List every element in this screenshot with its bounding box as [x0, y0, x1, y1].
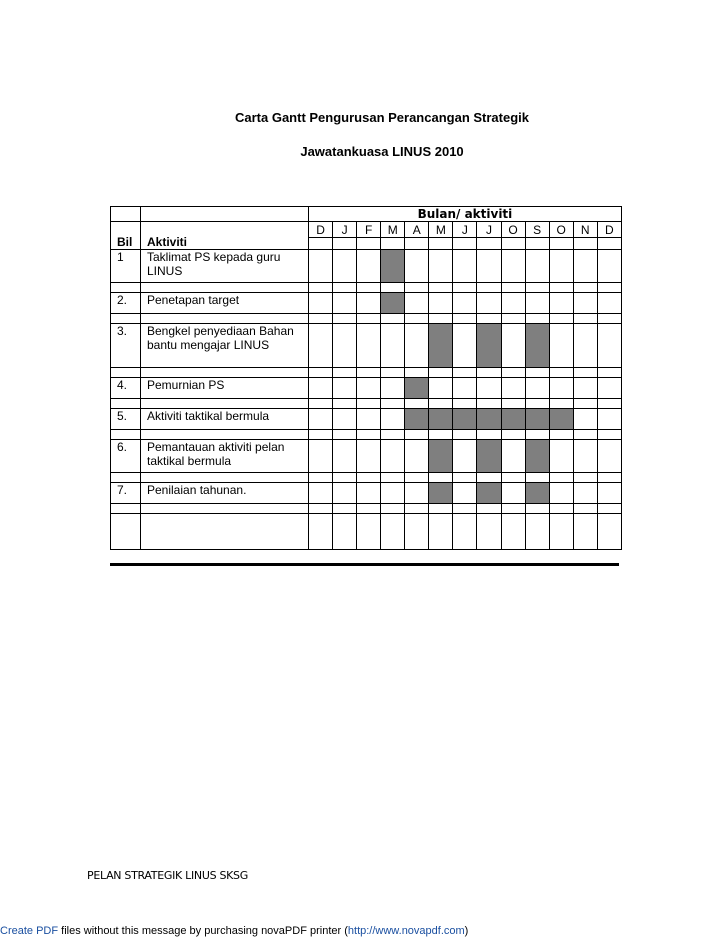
- gantt-cell: [309, 238, 333, 250]
- month-header: D: [597, 222, 621, 238]
- gantt-cell: [405, 483, 429, 504]
- spacer-cell: [309, 399, 333, 409]
- spacer-cell: [111, 473, 141, 483]
- gantt-cell: [333, 483, 357, 504]
- gantt-bar-cell: [525, 483, 549, 504]
- aktiviti-header: Aktiviti: [141, 222, 309, 250]
- activity-row: [111, 378, 622, 399]
- spacer-cell: [357, 314, 381, 324]
- empty-cell: [357, 514, 381, 550]
- spacer-cell: [405, 283, 429, 293]
- gantt-cell: [357, 409, 381, 430]
- aktiviti-cell: Aktiviti taktikal bermula: [141, 409, 309, 430]
- pdf-watermark: [0, 925, 468, 937]
- gantt-cell: [309, 378, 333, 399]
- activity-row: [111, 483, 622, 504]
- spacer-cell: [453, 430, 477, 440]
- gantt-cell: [357, 483, 381, 504]
- gantt-cell: [405, 293, 429, 314]
- spacer-cell: [501, 399, 525, 409]
- spacer-cell: [525, 314, 549, 324]
- gantt-cell: [453, 378, 477, 399]
- gantt-cell: [453, 324, 477, 368]
- gantt-bar-cell: [477, 483, 501, 504]
- row-spacer: [111, 430, 622, 440]
- spacer-cell: [477, 368, 501, 378]
- spacer-cell: [525, 368, 549, 378]
- empty-cell: [477, 514, 501, 550]
- spacer-cell: [405, 430, 429, 440]
- gantt-cell: [525, 378, 549, 399]
- gantt-cell: [525, 250, 549, 283]
- gantt-cell: [597, 250, 621, 283]
- spacer-cell: [453, 368, 477, 378]
- spacer-cell: [549, 430, 573, 440]
- spacer-cell: [501, 314, 525, 324]
- gantt-cell: [453, 483, 477, 504]
- spacer-cell: [333, 430, 357, 440]
- gantt-bar-cell: [429, 440, 453, 473]
- spacer-cell: [549, 473, 573, 483]
- spacer-cell: [477, 473, 501, 483]
- spacer-cell: [429, 430, 453, 440]
- gantt-cell: [453, 293, 477, 314]
- spacer-cell: [333, 473, 357, 483]
- gantt-cell: [381, 378, 405, 399]
- month-header: F: [357, 222, 381, 238]
- spacer-cell: [501, 473, 525, 483]
- spacer-cell: [357, 430, 381, 440]
- gantt-cell: [309, 293, 333, 314]
- gantt-cell: [501, 483, 525, 504]
- gantt-cell: [597, 324, 621, 368]
- spacer-cell: [381, 368, 405, 378]
- gantt-cell: [501, 440, 525, 473]
- spacer-cell: [597, 314, 621, 324]
- gantt-cell: [381, 440, 405, 473]
- empty-cell: [309, 514, 333, 550]
- spacer-cell: [381, 473, 405, 483]
- table-bottom-rule: [110, 563, 619, 566]
- spacer-cell: [111, 430, 141, 440]
- gantt-cell: [357, 293, 381, 314]
- spacer-cell: [525, 504, 549, 514]
- gantt-bar-cell: [453, 409, 477, 430]
- month-header: D: [309, 222, 333, 238]
- gantt-bar-cell: [405, 378, 429, 399]
- empty-cell: [501, 514, 525, 550]
- row-spacer: [111, 368, 622, 378]
- gantt-cell: [597, 238, 621, 250]
- gantt-cell: [333, 238, 357, 250]
- page-title: Carta Gantt Pengurusan Perancangan Strategik: [234, 110, 530, 125]
- bil-cell: 7.: [111, 483, 141, 504]
- spacer-cell: [111, 504, 141, 514]
- spacer-cell: [597, 430, 621, 440]
- empty-cell: [573, 514, 597, 550]
- spacer-cell: [501, 368, 525, 378]
- gantt-cell: [453, 238, 477, 250]
- spacer-cell: [405, 399, 429, 409]
- month-header: O: [501, 222, 525, 238]
- spacer-cell: [453, 314, 477, 324]
- spacer-cell: [549, 283, 573, 293]
- aktiviti-cell: Pemantauan aktiviti pelan taktikal bermula: [141, 440, 309, 473]
- gantt-cell: [597, 293, 621, 314]
- spacer-cell: [573, 368, 597, 378]
- spacer-cell: [381, 504, 405, 514]
- create-pdf-link[interactable]: Create PDF: [0, 925, 59, 937]
- gantt-cell: [333, 440, 357, 473]
- month-header: N: [573, 222, 597, 238]
- gantt-bar-cell: [381, 293, 405, 314]
- gantt-cell: [333, 293, 357, 314]
- empty-cell: [381, 514, 405, 550]
- gantt-cell: [381, 324, 405, 368]
- spacer-cell: [597, 504, 621, 514]
- empty-cell: [405, 514, 429, 550]
- spacer-cell: [453, 504, 477, 514]
- month-header: J: [477, 222, 501, 238]
- spacer-cell: [405, 504, 429, 514]
- watermark-text-end: ): [464, 925, 469, 937]
- spacer-cell: [429, 283, 453, 293]
- row-spacer: [111, 473, 622, 483]
- bil-cell: 3.: [111, 324, 141, 368]
- header-row-group: [111, 207, 622, 222]
- header-blank-cell: [111, 207, 141, 222]
- spacer-cell: [333, 283, 357, 293]
- spacer-cell: [597, 399, 621, 409]
- gantt-cell: [573, 250, 597, 283]
- header-row-months: [111, 222, 622, 238]
- spacer-cell: [477, 283, 501, 293]
- empty-cell: [525, 514, 549, 550]
- spacer-cell: [357, 473, 381, 483]
- gantt-cell: [573, 409, 597, 430]
- empty-cell: [141, 514, 309, 550]
- gantt-bar-cell: [429, 483, 453, 504]
- gantt-cell: [309, 409, 333, 430]
- gantt-bar-cell: [429, 409, 453, 430]
- spacer-cell: [111, 368, 141, 378]
- gantt-cell: [357, 378, 381, 399]
- gantt-cell: [597, 440, 621, 473]
- month-header: O: [549, 222, 573, 238]
- gantt-cell: [477, 293, 501, 314]
- empty-row: [111, 514, 622, 550]
- gantt-cell: [381, 409, 405, 430]
- spacer-cell: [525, 473, 549, 483]
- gantt-cell: [477, 250, 501, 283]
- spacer-cell: [549, 399, 573, 409]
- spacer-cell: [405, 473, 429, 483]
- gantt-cell: [549, 483, 573, 504]
- gantt-bar-cell: [429, 324, 453, 368]
- gantt-cell: [357, 440, 381, 473]
- gantt-cell: [333, 250, 357, 283]
- empty-cell: [549, 514, 573, 550]
- spacer-cell: [309, 314, 333, 324]
- gantt-cell: [477, 238, 501, 250]
- gantt-cell: [549, 293, 573, 314]
- aktiviti-cell: Penilaian tahunan.: [141, 483, 309, 504]
- watermark-text: files without this message by purchasing novaPDF printer (: [58, 925, 348, 937]
- gantt-cell: [405, 440, 429, 473]
- spacer-cell: [141, 283, 309, 293]
- header-blank-cell: [141, 207, 309, 222]
- spacer-cell: [477, 430, 501, 440]
- spacer-cell: [429, 399, 453, 409]
- spacer-cell: [309, 473, 333, 483]
- bil-cell: 4.: [111, 378, 141, 399]
- months-group-header: Bulan/ aktiviti: [309, 207, 622, 222]
- gantt-bar-cell: [549, 409, 573, 430]
- spacer-cell: [477, 504, 501, 514]
- gantt-cell: [453, 250, 477, 283]
- gantt-bar-cell: [405, 409, 429, 430]
- gantt-cell: [501, 378, 525, 399]
- spacer-cell: [309, 283, 333, 293]
- gantt-cell: [525, 293, 549, 314]
- empty-cell: [111, 514, 141, 550]
- spacer-cell: [111, 399, 141, 409]
- spacer-cell: [141, 399, 309, 409]
- gantt-cell: [501, 250, 525, 283]
- month-header: M: [429, 222, 453, 238]
- gantt-cell: [309, 483, 333, 504]
- spacer-cell: [597, 368, 621, 378]
- month-header: S: [525, 222, 549, 238]
- gantt-cell: [549, 440, 573, 473]
- activity-row: [111, 324, 622, 368]
- gantt-cell: [501, 324, 525, 368]
- spacer-cell: [477, 314, 501, 324]
- gantt-bar-cell: [477, 409, 501, 430]
- gantt-cell: [309, 440, 333, 473]
- month-header: J: [453, 222, 477, 238]
- spacer-cell: [381, 314, 405, 324]
- bil-cell: 5.: [111, 409, 141, 430]
- spacer-cell: [501, 283, 525, 293]
- empty-cell: [597, 514, 621, 550]
- spacer-cell: [501, 504, 525, 514]
- gantt-cell: [429, 250, 453, 283]
- spacer-cell: [453, 399, 477, 409]
- spacer-cell: [141, 473, 309, 483]
- spacer-cell: [357, 368, 381, 378]
- spacer-cell: [549, 504, 573, 514]
- spacer-cell: [573, 473, 597, 483]
- spacer-cell: [525, 283, 549, 293]
- spacer-cell: [333, 314, 357, 324]
- gantt-cell: [357, 324, 381, 368]
- gantt-bar-cell: [525, 440, 549, 473]
- spacer-cell: [141, 430, 309, 440]
- spacer-cell: [501, 430, 525, 440]
- spacer-cell: [525, 430, 549, 440]
- spacer-cell: [381, 430, 405, 440]
- gantt-cell: [501, 293, 525, 314]
- spacer-cell: [381, 283, 405, 293]
- gantt-cell: [549, 324, 573, 368]
- spacer-cell: [309, 504, 333, 514]
- spacer-cell: [429, 368, 453, 378]
- spacer-cell: [573, 283, 597, 293]
- spacer-cell: [405, 368, 429, 378]
- spacer-cell: [549, 314, 573, 324]
- gantt-cell: [597, 483, 621, 504]
- spacer-cell: [333, 399, 357, 409]
- spacer-cell: [549, 368, 573, 378]
- gantt-cell: [333, 409, 357, 430]
- gantt-chart-table: [110, 206, 619, 564]
- month-header: J: [333, 222, 357, 238]
- aktiviti-cell: Taklimat PS kepada guru LINUS: [141, 250, 309, 283]
- gantt-cell: [381, 483, 405, 504]
- gantt-cell: [405, 324, 429, 368]
- spacer-cell: [357, 399, 381, 409]
- gantt-cell: [429, 378, 453, 399]
- spacer-cell: [597, 473, 621, 483]
- spacer-cell: [111, 314, 141, 324]
- gantt-cell: [549, 238, 573, 250]
- spacer-cell: [573, 314, 597, 324]
- gantt-cell: [573, 378, 597, 399]
- spacer-cell: [405, 314, 429, 324]
- spacer-cell: [429, 504, 453, 514]
- gantt-cell: [573, 238, 597, 250]
- gantt-bar-cell: [381, 250, 405, 283]
- gantt-cell: [453, 440, 477, 473]
- aktiviti-cell: Penetapan target: [141, 293, 309, 314]
- gantt-cell: [597, 378, 621, 399]
- page-subtitle: Jawatankuasa LINUS 2010: [300, 144, 464, 159]
- empty-cell: [453, 514, 477, 550]
- spacer-cell: [429, 473, 453, 483]
- novapdf-link[interactable]: http://www.novapdf.com: [347, 925, 465, 937]
- spacer-cell: [597, 283, 621, 293]
- gantt-bar-cell: [477, 440, 501, 473]
- document-footer: PELAN STRATEGIK LINUS SKSG: [87, 869, 248, 882]
- gantt-cell: [429, 293, 453, 314]
- gantt-cell: [429, 238, 453, 250]
- bil-cell: 1: [111, 250, 141, 283]
- spacer-cell: [141, 504, 309, 514]
- spacer-cell: [309, 368, 333, 378]
- empty-cell: [429, 514, 453, 550]
- bil-header: Bil: [111, 222, 141, 250]
- gantt-cell: [573, 440, 597, 473]
- gantt-cell: [333, 378, 357, 399]
- gantt-cell: [573, 483, 597, 504]
- gantt-bar-cell: [525, 324, 549, 368]
- spacer-cell: [429, 314, 453, 324]
- gantt-cell: [549, 250, 573, 283]
- gantt-bar-cell: [477, 324, 501, 368]
- gantt-cell: [309, 324, 333, 368]
- spacer-cell: [573, 430, 597, 440]
- gantt-cell: [501, 238, 525, 250]
- gantt-cell: [405, 238, 429, 250]
- gantt-cell: [309, 250, 333, 283]
- bil-cell: 2.: [111, 293, 141, 314]
- spacer-cell: [357, 504, 381, 514]
- gantt-cell: [549, 378, 573, 399]
- empty-cell: [333, 514, 357, 550]
- spacer-cell: [573, 399, 597, 409]
- gantt-cell: [357, 238, 381, 250]
- spacer-cell: [141, 314, 309, 324]
- spacer-cell: [333, 368, 357, 378]
- bil-cell: 6.: [111, 440, 141, 473]
- month-header: A: [405, 222, 429, 238]
- spacer-cell: [381, 399, 405, 409]
- spacer-cell: [477, 399, 501, 409]
- row-spacer: [111, 399, 622, 409]
- aktiviti-cell: Bengkel penyediaan Bahan bantu mengajar LINUS: [141, 324, 309, 368]
- row-spacer: [111, 283, 622, 293]
- gantt-cell: [573, 293, 597, 314]
- spacer-cell: [111, 283, 141, 293]
- activity-row: [111, 250, 622, 283]
- gantt-cell: [357, 250, 381, 283]
- spacer-cell: [309, 430, 333, 440]
- gantt-cell: [381, 238, 405, 250]
- gantt-cell: [333, 324, 357, 368]
- spacer-cell: [573, 504, 597, 514]
- activity-row: [111, 440, 622, 473]
- activity-row: [111, 409, 622, 430]
- gantt-cell: [597, 409, 621, 430]
- row-spacer: [111, 504, 622, 514]
- aktiviti-cell: Pemurnian PS: [141, 378, 309, 399]
- spacer-cell: [141, 368, 309, 378]
- gantt-cell: [477, 378, 501, 399]
- gantt-cell: [573, 324, 597, 368]
- gantt-bar-cell: [525, 409, 549, 430]
- spacer-cell: [453, 473, 477, 483]
- spacer-cell: [525, 399, 549, 409]
- gantt-cell: [525, 238, 549, 250]
- spacer-cell: [357, 283, 381, 293]
- spacer-cell: [453, 283, 477, 293]
- gantt-bar-cell: [501, 409, 525, 430]
- gantt-cell: [405, 250, 429, 283]
- activity-row: [111, 293, 622, 314]
- spacer-cell: [333, 504, 357, 514]
- row-spacer: [111, 314, 622, 324]
- month-header: M: [381, 222, 405, 238]
